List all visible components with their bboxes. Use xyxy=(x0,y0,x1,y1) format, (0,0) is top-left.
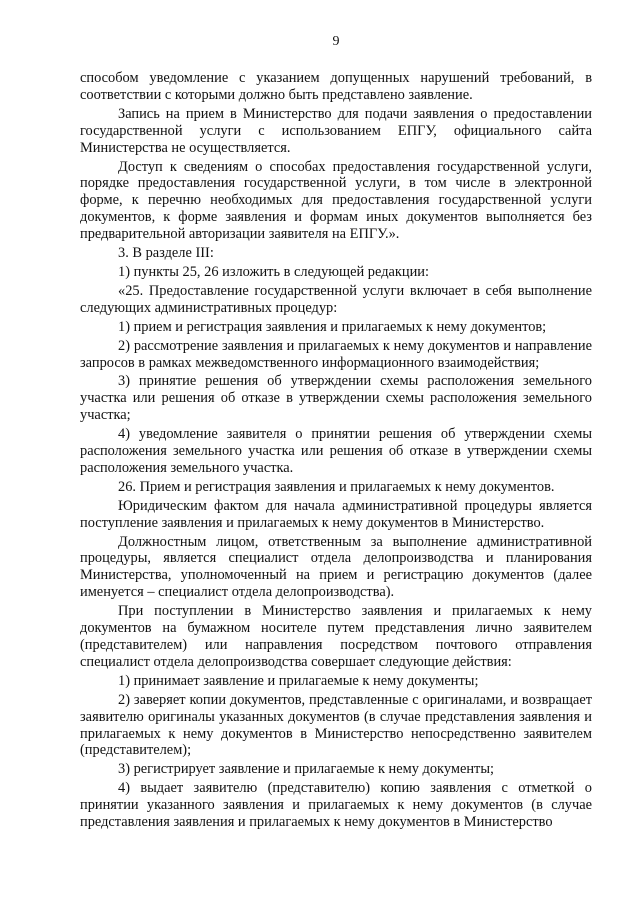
paragraph: 2) рассмотрение заявления и прилагаемых к нему документов и направление запросов в рамках межведомственного информационного взаимодействия; xyxy=(80,337,592,371)
paragraph: Доступ к сведениям о способах предоставления государственной услуги, порядке предоставления государственной услуги, в том числе в электронной форме, к перечню необходимых для предоставления государственной услуги документов, к форме заявления и формам иных документов выполняется без предварительной авторизации заявителя на ЕПГУ.». xyxy=(80,158,592,243)
paragraph: 1) прием и регистрация заявления и прилагаемых к нему документов; xyxy=(118,318,547,335)
paragraph: 4) уведомление заявителя о принятии решения об утверждении схемы расположения земельного участка или решения об отказе в утверждении схемы расположения земельного участка. xyxy=(80,426,592,476)
paragraph: Запись на прием в Министерство для подачи заявления о предоставлении государственной услуги с использованием ЕПГУ, официального сайта Министерства не осуществляется. xyxy=(80,105,592,156)
paragraph: «25. Предоставление государственной услуги включает в себя выполнение следующих административных процедур: xyxy=(80,282,592,316)
paragraph: При поступлении в Министерство заявления и прилагаемых к нему документов на бумажном носителе путем представления лично заявителем (представителем) или направления посредством почтового отправления специалист отдела делопроизводства совершает следующие действия: xyxy=(80,603,592,670)
paragraph: 2) заверяет копии документов, представленные с оригиналами, и возвращает заявителю оригиналы указанных документов (в случае представления заявления и прилагаемых к нему документов в Министерство непосредственно заявителем (представителем); xyxy=(80,691,592,759)
paragraph: способом уведомление с указанием допущенных нарушений требований, в соответствии с которыми должно быть представлено заявление. xyxy=(80,70,592,103)
paragraph: Должностным лицом, ответственным за выполнение административной процедуры, является специалист отдела делопроизводства и планирования Министерства, уполномоченный на прием и регистрацию документов (далее именуется – специалист отдела делопроизводства). xyxy=(80,533,592,601)
paragraph: 4) выдает заявителю (представителю) копию заявления с отметкой о принятии указанного заявления и прилагаемых к нему документов (в случае представления заявления и прилагаемых к нему документов в Министерство xyxy=(80,780,592,831)
paragraph: Юридическим фактом для начала административной процедуры является поступление заявления и прилагаемых к нему документов в Министерство. xyxy=(80,497,592,531)
paragraph: 3) регистрирует заявление и прилагаемые к нему документы; xyxy=(118,761,494,778)
paragraph: 3. В разделе III: xyxy=(118,245,214,262)
paragraph: 1) принимает заявление и прилагаемые к нему документы; xyxy=(118,672,479,689)
paragraph: 3) принятие решения об утверждении схемы расположения земельного участка или решения об отказе в утверждении схемы расположения земельного участка; xyxy=(80,373,592,424)
paragraph: 26. Прием и регистрация заявления и прилагаемых к нему документов. xyxy=(118,478,555,495)
page-number: 9 xyxy=(332,34,340,49)
paragraph: 1) пункты 25, 26 изложить в следующей редакции: xyxy=(118,263,429,280)
document-body xyxy=(80,70,592,831)
